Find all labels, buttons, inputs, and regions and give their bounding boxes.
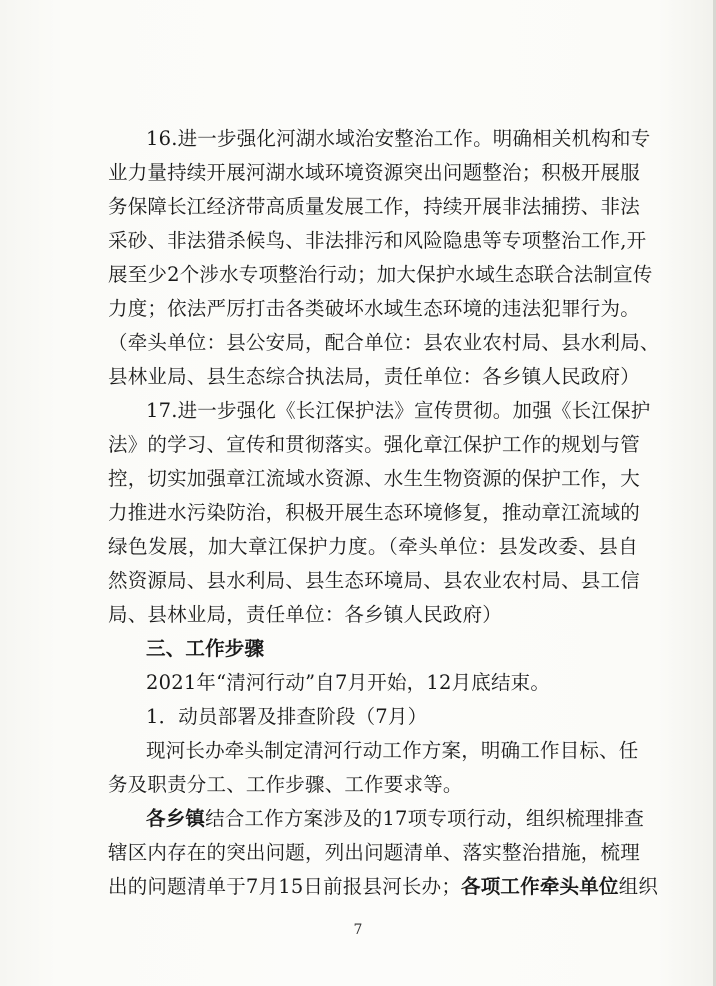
paragraph-16-line-7: （牵头单位：县公安局，配合单位：县农业农村局、县水利局、 bbox=[108, 331, 660, 354]
paragraph-17-line-3: 控，切实加强章江流域水资源、水生生物资源的保护工作，大 bbox=[108, 467, 640, 490]
paragraph-17-line-5: 绿色发展，加大章江保护力度。（牵头单位：县发改委、县自 bbox=[108, 535, 638, 558]
paragraph-16-line-4: 采砂、非法猎杀候鸟、非法排污和风险隐患等专项整治工作,开 bbox=[108, 229, 647, 252]
stage-1-heading: 1．动员部署及排查阶段（7月） bbox=[146, 705, 428, 728]
paragraph-16-line-1: 16.进一步强化河湖水域治安整治工作。明确相关机构和专 bbox=[146, 127, 651, 150]
paragraph-17-line-6: 然资源局、县水利局、县生态环境局、县农业农村局、县工信 bbox=[108, 569, 640, 592]
schedule-line: 2021年“清河行动”自7月开始，12月底结束。 bbox=[146, 671, 551, 694]
paragraph-16-line-5: 展至少2个涉水专项整治行动；加大保护水域生态联合法制宣传 bbox=[108, 263, 653, 286]
paragraph-17-line-1: 17.进一步强化《长江保护法》宣传贯彻。加强《长江保护 bbox=[146, 399, 651, 422]
section-heading-work-steps: 三、工作步骤 bbox=[146, 637, 265, 660]
paragraph-16-line-3: 务保障长江经济带高质量发展工作，持续开展非法捕捞、非法 bbox=[108, 195, 640, 218]
paragraph-16-line-8: 县林业局、县生态综合执法局，责任单位：各乡镇人民政府） bbox=[108, 365, 640, 388]
stage-1-para-2-line-3-text: 出的问题清单于7月15日前报县河长办； bbox=[108, 875, 462, 898]
stage-1-para-2-line-3 bbox=[108, 870, 659, 904]
paragraph-17-line-2: 法》的学习、宣传和贯彻落实。强化章江保护工作的规划与管 bbox=[108, 433, 640, 456]
bold-townships: 各乡镇 bbox=[146, 807, 206, 830]
paragraph-16-line-2: 业力量持续开展河湖水域环境资源突出问题整治；积极开展服 bbox=[108, 161, 640, 184]
paragraph-17-line-7: 局、县林业局，责任单位：各乡镇人民政府） bbox=[108, 603, 503, 626]
paragraph-16-line-6: 力度；依法严厉打击各类破坏水域生态环境的违法犯罪行为。 bbox=[108, 297, 640, 320]
paragraph-17-line-4: 力推进水污染防治，积极开展生态环境修复，推动章江流域的 bbox=[108, 501, 640, 524]
stage-1-para-2-line-3-tail: 组织 bbox=[618, 875, 659, 898]
stage-1-para-2-line-2: 辖区内存在的突出问题，列出问题清单、落实整治措施，梳理 bbox=[108, 841, 640, 864]
stage-1-para-1-line-1: 现河长办牵头制定清河行动工作方案，明确工作目标、任 bbox=[146, 739, 639, 762]
stage-1-para-1-line-2: 务及职责分工、工作步骤、工作要求等。 bbox=[108, 773, 463, 796]
stage-1-para-2-line-1 bbox=[146, 802, 645, 836]
stage-1-para-2-line-1-text: 结合工作方案涉及的17项专项行动，组织梳理排查 bbox=[205, 807, 645, 830]
bold-lead-units: 各项工作牵头单位 bbox=[461, 875, 619, 898]
page-number: 7 bbox=[353, 922, 363, 938]
